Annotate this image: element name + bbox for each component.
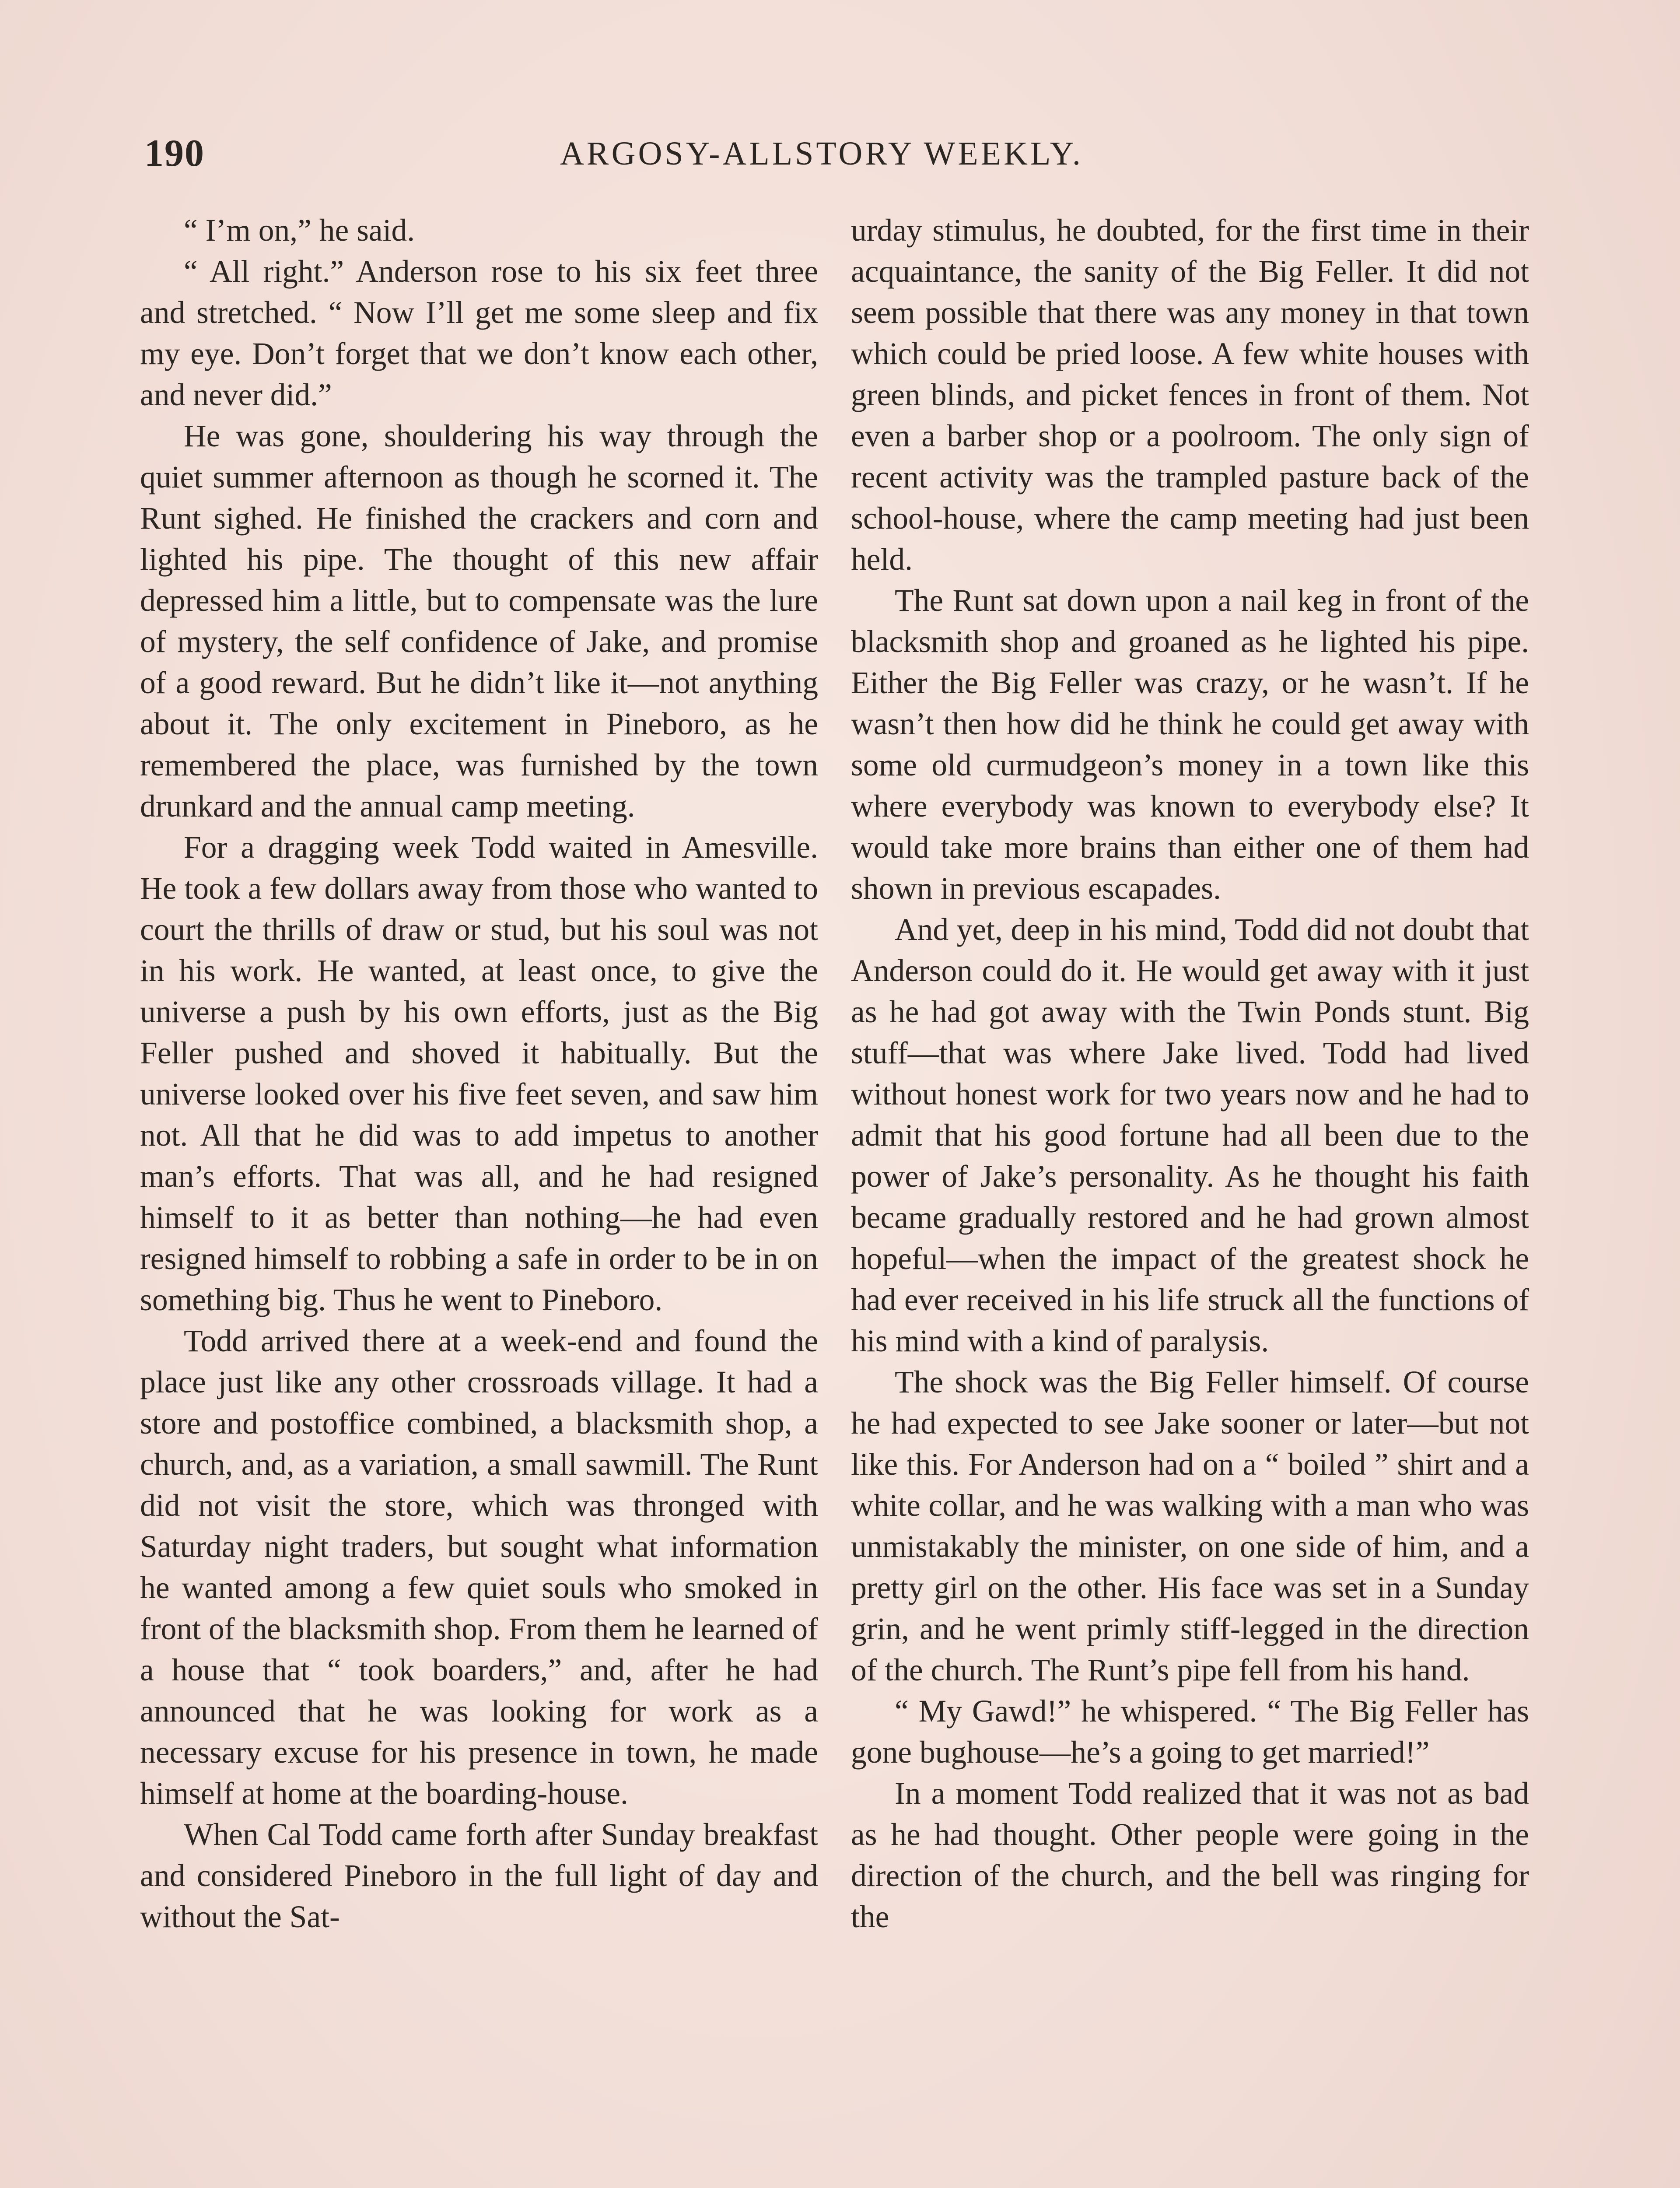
page-header <box>144 131 1544 179</box>
paragraph: In a moment Todd realized that it was not as bad as he had thought. Other people were going in the direction of the church, and the bell was ringing for the <box>851 1776 1529 1934</box>
paragraph: “ All right.” Anderson rose to his six feet three and stretched. “ Now I’ll get me some sleep and fix my eye. Don’t forget that we don’t know each other, and never did.” <box>140 254 818 412</box>
right-column <box>851 210 1529 1938</box>
left-column <box>140 210 818 1938</box>
paragraph: “ I’m on,” he said. <box>184 213 415 248</box>
paragraph: The Runt sat down upon a nail keg in front of the blacksmith shop and groaned as he lighted his pipe. Either the Big Feller was crazy, or he wasn’t. If he wasn’t then how did he think he could get away with some old curmudgeon’s money in a town like this where everybody was known to everybody else? It would take more brains than either one of them had shown in previous escapades. <box>851 583 1529 906</box>
paragraph: For a dragging week Todd waited in Amesville. He took a few dollars away from those who wanted to court the thrills of draw or stud, but his soul was not in his work. He wanted, at least once, to give the universe a push by his own efforts, just as the Big Feller pushed and shoved it habitually. But the universe looked over his five feet seven, and saw him not. All that he did was to add impetus to another man’s efforts. That was all, and he had resigned himself to it as better than nothing—he had even resigned himself to robbing a safe in order to be in on something big. Thus he went to Pineboro. <box>140 830 818 1317</box>
paragraph: The shock was the Big Feller himself. Of course he had expected to see Jake sooner or later—but not like this. For Anderson had on a “ boiled ” shirt and a white collar, and he was walking with a man who was unmistakably the minister, on one side of him, and a pretty girl on the other. His face was set in a Sunday grin, and he went primly stiff-legged in the direction of the church. The Runt’s pipe fell from his hand. <box>851 1365 1529 1687</box>
page-number: 190 <box>144 132 205 175</box>
paragraph: “ My Gawd!” he whispered. “ The Big Feller has gone bughouse—he’s a going to get married!” <box>851 1694 1529 1770</box>
paragraph: urday stimulus, he doubted, for the first time in their acquaintance, the sanity of the Big Feller. It did not seem possible that there was any money in that town which could be pried loose. A few white houses with green blinds, and picket fences in front of them. Not even a barber shop or a poolroom. The only sign of recent activity was the trampled pasture back of the school-house, where the camp meeting had just been held. <box>851 213 1529 577</box>
paragraph: When Cal Todd came forth after Sunday breakfast and considered Pineboro in the full light of day and without the Sat- <box>140 1817 818 1934</box>
paragraph: Todd arrived there at a week-end and found the place just like any other crossroads village. It had a store and postoffice combined, a blacksmith shop, a church, and, as a variation, a small sawmill. The Runt did not visit the store, which was thronged with Saturday night traders, but sought what information he wanted among a few quiet souls who smoked in front of the blacksmith shop. From them he learned of a house that “ took boarders,” and, after he had announced that he was looking for work as a necessary excuse for his presence in town, he made himself at home at the boarding-house. <box>140 1324 818 1811</box>
paragraph: He was gone, shouldering his way through the quiet summer afternoon as though he scorned it. The Runt sighed. He finished the crackers and corn and lighted his pipe. The thought of this new affair depressed him a little, but to compensate was the lure of mystery, the self confidence of Jake, and promise of a good reward. But he didn’t like it—not anything about it. The only excitement in Pineboro, as he remembered the place, was furnished by the town drunkard and the annual camp meeting. <box>140 419 818 824</box>
running-head: ARGOSY-ALLSTORY WEEKLY. <box>560 135 1083 172</box>
paragraph: And yet, deep in his mind, Todd did not doubt that Anderson could do it. He would get away with it just as he had got away with the Twin Ponds stunt. Big stuff—that was where Jake lived. Todd had lived without honest work for two years now and he had to admit that his good fortune had all been due to the power of Jake’s personality. As he thought his faith became gradually restored and he had grown almost hopeful—when the impact of the greatest shock he had ever received in his life struck all the functions of his mind with a kind of paralysis. <box>851 912 1529 1358</box>
